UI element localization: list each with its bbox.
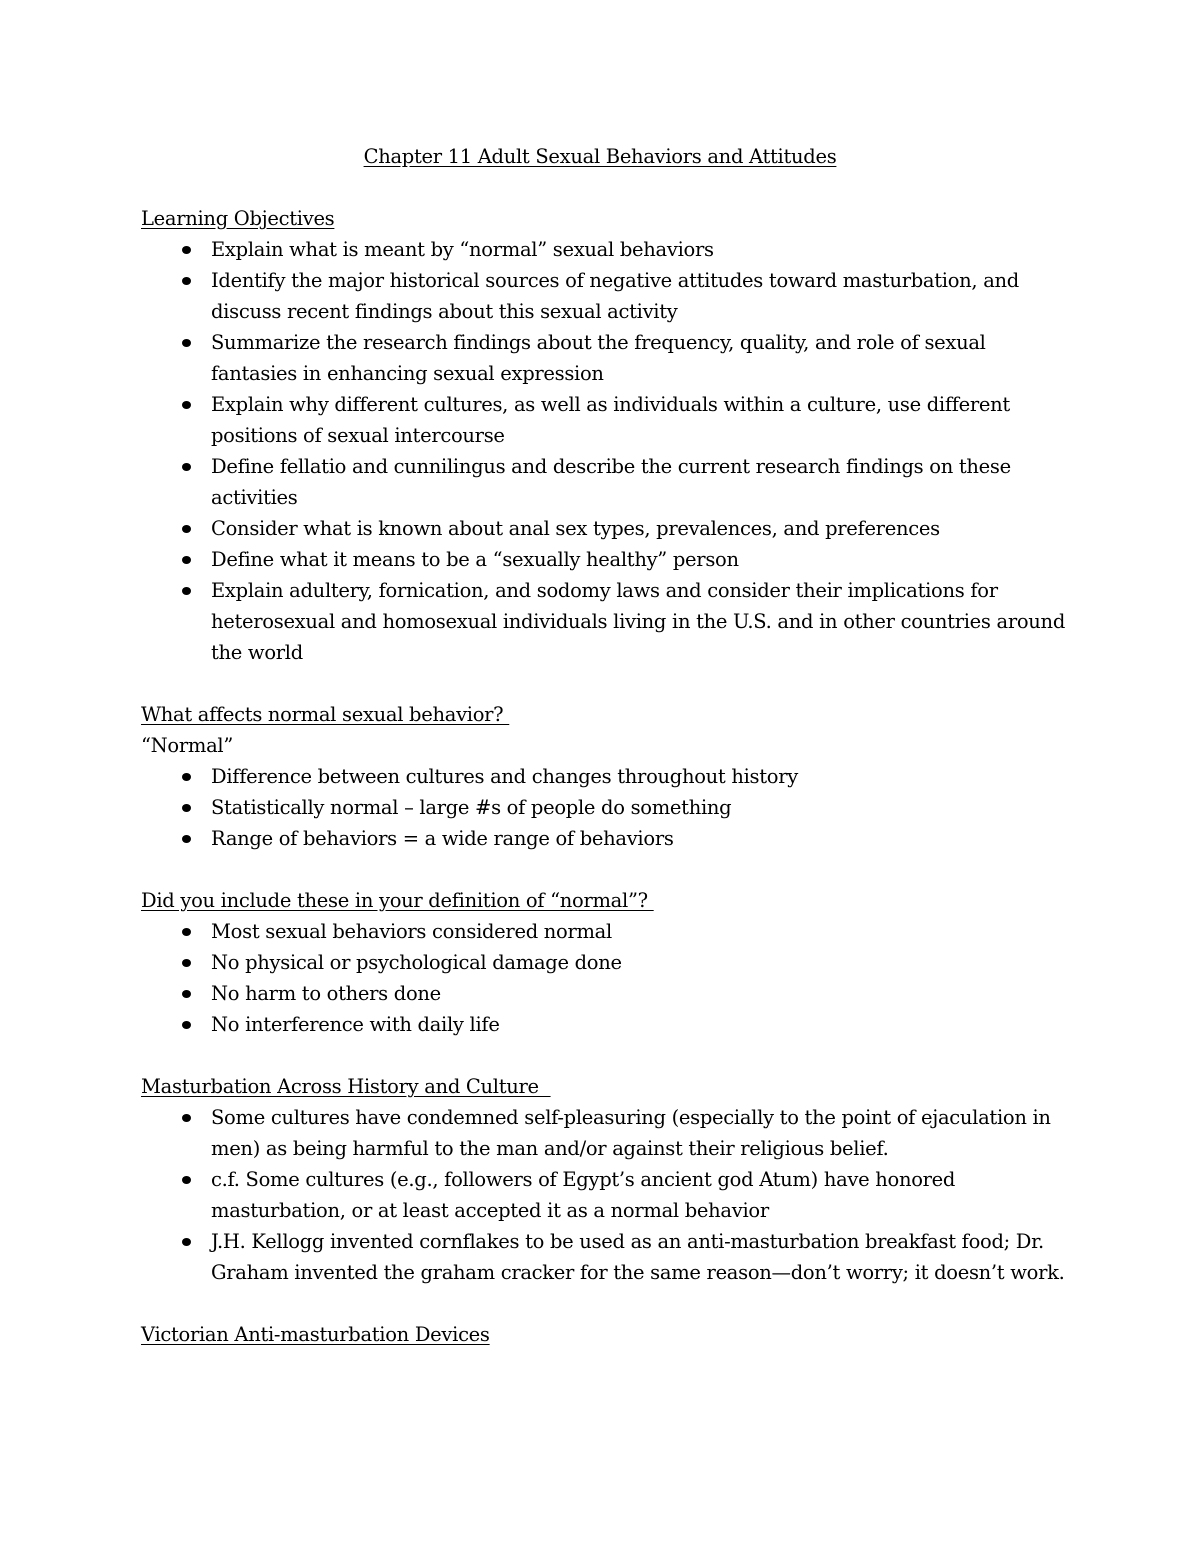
bullet-icon xyxy=(182,587,191,595)
list-item xyxy=(211,389,1071,451)
bullet-icon xyxy=(182,277,191,285)
list-item-text: Explain what is meant by “normal” sexual behaviors xyxy=(211,238,714,261)
list-item xyxy=(211,513,1071,544)
bullet-list xyxy=(141,1102,1071,1288)
list-item-text: Explain adultery, fornication, and sodomy laws and consider their implications for heterosexual and homosexual individuals living in the U.S. and in other countries around the world xyxy=(211,579,1065,664)
document-title-text: Chapter 11 Adult Sexual Behaviors and Attitudes xyxy=(363,145,837,168)
list-item xyxy=(211,327,1071,389)
list-item-text: Explain why different cultures, as well as individuals within a culture, use different positions of sexual intercourse xyxy=(211,393,1010,447)
bullet-icon xyxy=(182,928,191,936)
list-item-text: Difference between cultures and changes throughout history xyxy=(211,765,798,788)
bullet-icon xyxy=(182,1238,191,1246)
list-item xyxy=(211,916,1071,947)
list-item xyxy=(211,451,1071,513)
list-item-text: No harm to others done xyxy=(211,982,441,1005)
bullet-list xyxy=(141,234,1071,668)
section-heading: Did you include these in your definition of “normal”? xyxy=(141,889,654,912)
paragraph-spacer xyxy=(141,1288,1071,1319)
paragraph-spacer xyxy=(141,1040,1071,1071)
list-item xyxy=(211,761,1071,792)
list-item xyxy=(211,978,1071,1009)
document-title xyxy=(0,141,1200,172)
list-item-text: No physical or psychological damage done xyxy=(211,951,622,974)
section-heading: Masturbation Across History and Culture xyxy=(141,1075,551,1098)
list-item xyxy=(211,265,1071,327)
paragraph-spacer xyxy=(141,668,1071,699)
bullet-icon xyxy=(182,835,191,843)
section-subheading: “Normal” xyxy=(141,734,234,757)
bullet-icon xyxy=(182,959,191,967)
bullet-icon xyxy=(182,804,191,812)
section-normal-behavior xyxy=(141,699,1071,854)
bullet-icon xyxy=(182,1021,191,1029)
bullet-icon xyxy=(182,401,191,409)
list-item-text: No interference with daily life xyxy=(211,1013,500,1036)
list-item xyxy=(211,1226,1071,1288)
bullet-icon xyxy=(182,1176,191,1184)
list-item-text: Define fellatio and cunnilingus and describe the current research findings on these activities xyxy=(211,455,1011,509)
bullet-icon xyxy=(182,463,191,471)
list-item xyxy=(211,1102,1071,1164)
bullet-list xyxy=(141,761,1071,854)
bullet-icon xyxy=(182,990,191,998)
list-item-text: Statistically normal – large #s of people do something xyxy=(211,796,732,819)
bullet-icon xyxy=(182,773,191,781)
list-item-text: J.H. Kellogg invented cornflakes to be used as an anti-masturbation breakfast food; Dr. Graham invented the graham cracker for the same reason—don’t worry; it doesn’t work. xyxy=(211,1230,1065,1284)
bullet-icon xyxy=(182,1114,191,1122)
bullet-icon xyxy=(182,556,191,564)
bullet-icon xyxy=(182,525,191,533)
list-item xyxy=(211,823,1071,854)
paragraph-spacer xyxy=(141,854,1071,885)
list-item xyxy=(211,1164,1071,1226)
section-victorian-devices xyxy=(141,1319,1071,1350)
document-body xyxy=(141,203,1071,1350)
bullet-list xyxy=(141,916,1071,1040)
list-item-text: c.f. Some cultures (e.g., followers of Egypt’s ancient god Atum) have honored masturbation, or at least accepted it as a normal behavior xyxy=(211,1168,956,1222)
list-item xyxy=(211,792,1071,823)
section-learning-objectives xyxy=(141,203,1071,668)
bullet-icon xyxy=(182,339,191,347)
section-history-culture xyxy=(141,1071,1071,1288)
list-item-text: Summarize the research findings about the frequency, quality, and role of sexual fantasies in enhancing sexual expression xyxy=(211,331,986,385)
list-item xyxy=(211,947,1071,978)
list-item-text: Consider what is known about anal sex types, prevalences, and preferences xyxy=(211,517,940,540)
list-item-text: Define what it means to be a “sexually healthy” person xyxy=(211,548,739,571)
section-normal-definition xyxy=(141,885,1071,1040)
list-item-text: Identify the major historical sources of negative attitudes toward masturbation, and discuss recent findings about this sexual activity xyxy=(211,269,1019,323)
section-heading: What affects normal sexual behavior? xyxy=(141,703,510,726)
section-heading: Learning Objectives xyxy=(141,207,335,230)
section-heading: Victorian Anti-masturbation Devices xyxy=(141,1323,490,1346)
list-item xyxy=(211,544,1071,575)
list-item-text: Range of behaviors = a wide range of behaviors xyxy=(211,827,674,850)
list-item-text: Most sexual behaviors considered normal xyxy=(211,920,612,943)
list-item-text: Some cultures have condemned self-pleasuring (especially to the point of ejaculation in men) as being harmful to the man and/or against their religious belief. xyxy=(211,1106,1051,1160)
list-item xyxy=(211,234,1071,265)
list-item xyxy=(211,1009,1071,1040)
list-item xyxy=(211,575,1071,668)
bullet-icon xyxy=(182,246,191,254)
